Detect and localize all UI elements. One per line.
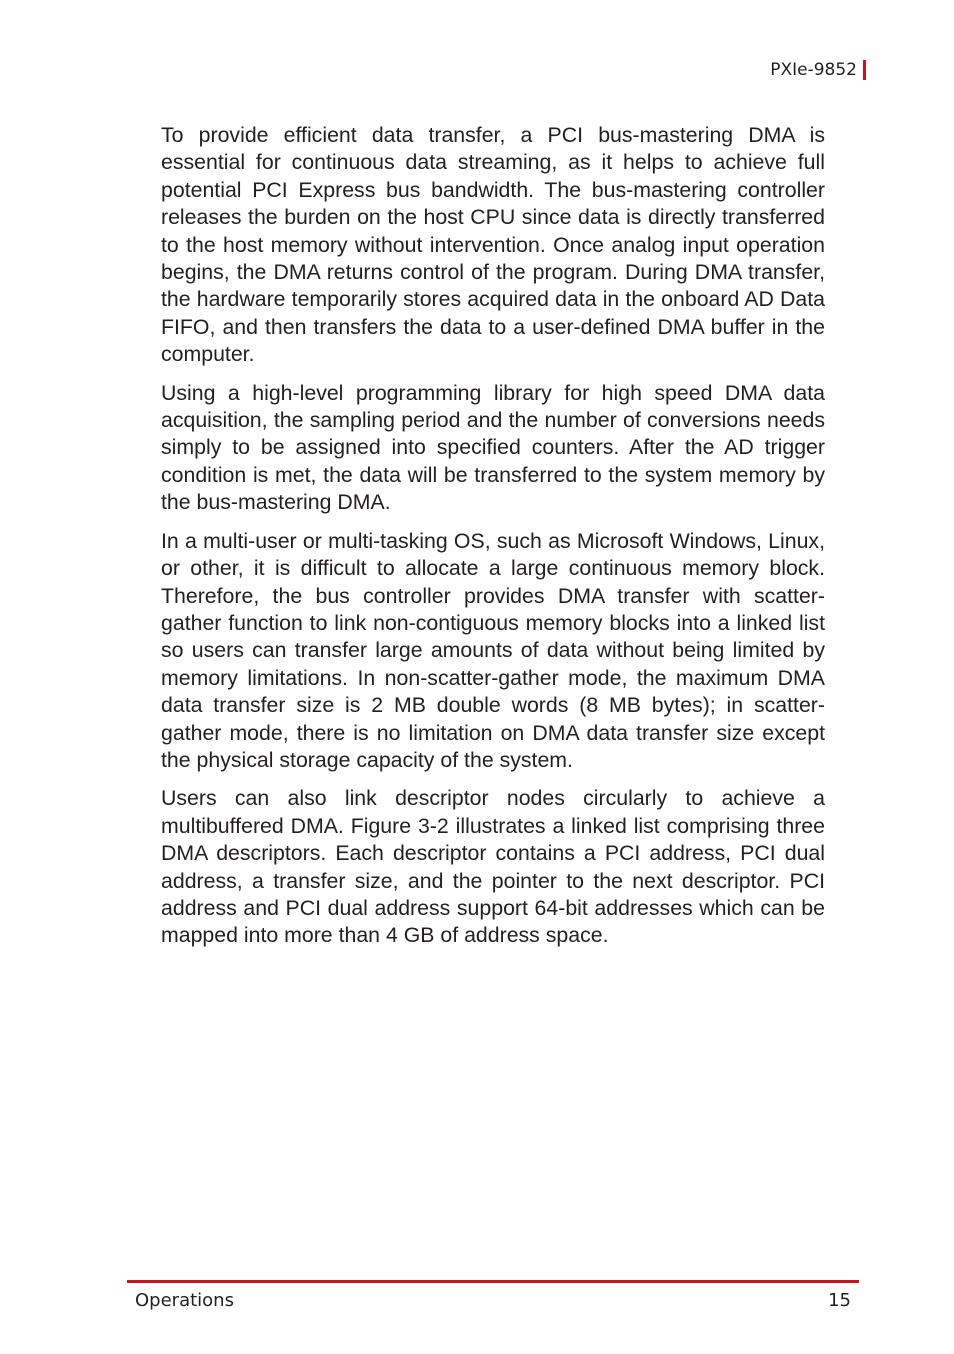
page-header	[770, 60, 866, 80]
page-number: 15	[828, 1290, 851, 1311]
footer-divider	[127, 1280, 859, 1283]
paragraph-scatter-gather: In a multi-user or multi-tasking OS, such as Microsoft Windows, Linux, or other, it is difficult to allocate a large continuous memory block. Therefore, the bus controller provides DMA transfer with scatter-gather function to link non-contiguous memory blocks into a linked list so users can transfer large amounts of data without being limited by memory limitations. In non-scatter-gather mode, the maximum DMA data transfer size is 2 MB double words (8 MB bytes); in scatter-gather mode, there is no limitation on DMA data transfer size except the physical storage capacity of the system.	[161, 528, 825, 772]
body-text	[161, 122, 825, 961]
paragraph-dma-overview: To provide efficient data transfer, a PCI bus-mastering DMA is essential for continuous data streaming, as it helps to achieve full potential PCI Express bus bandwidth. The bus-mastering controller releases the burden on the host CPU since data is directly transferred to the host memory without intervention. Once analog input operation begins, the DMA returns control of the program. During DMA transfer, the hardware temporarily stores acquired data in the onboard AD Data FIFO, and then transfers the data to a user-defined DMA buffer in the computer.	[161, 123, 825, 367]
product-name: PXIe-9852	[770, 60, 857, 80]
footer-section-title: Operations	[135, 1290, 234, 1311]
paragraph-programming-library: Using a high-level programming library for high speed DMA data acquisition, the sampling period and the number of conversions needs simply to be assigned into specified counters. After the AD trigger condition is met, the data will be transferred to the system memory by the bus-mastering DMA.	[161, 380, 825, 515]
paragraph-descriptor-nodes: Users can also link descriptor nodes circularly to achieve a multibuffered DMA. Figure 3-2 illustrates a linked list comprising three DMA descriptors. Each descriptor contains a PCI address, PCI dual address, a transfer size, and the pointer to the next descriptor. PCI address and PCI dual address support 64-bit addresses which can be mapped into more than 4 GB of address space.	[161, 786, 825, 948]
header-accent-bar	[863, 60, 866, 80]
